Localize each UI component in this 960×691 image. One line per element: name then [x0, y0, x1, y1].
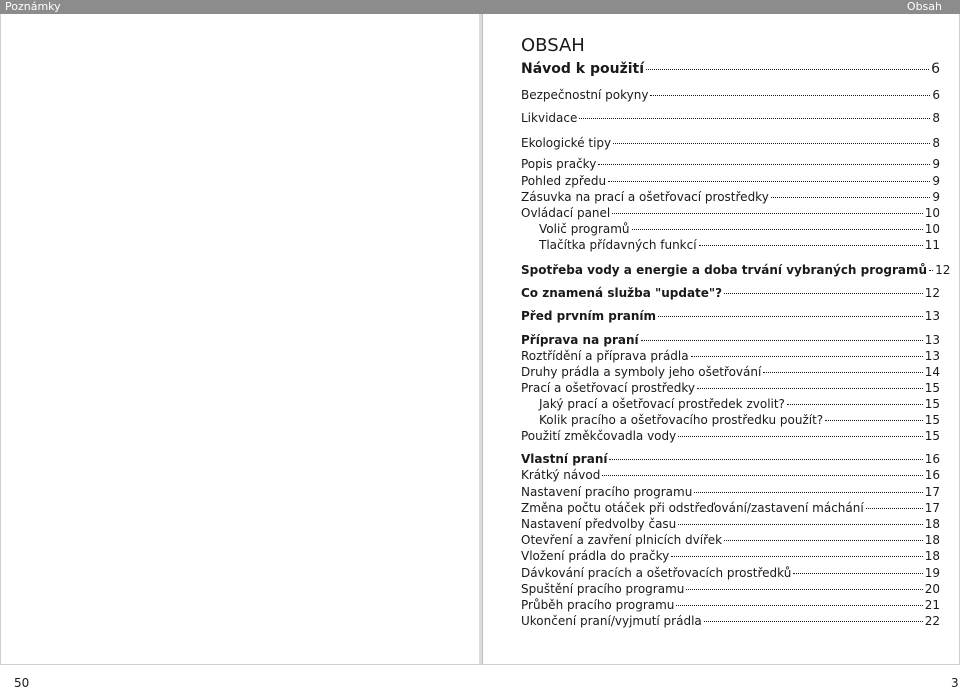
toc-entry-label: Dávkování pracích a ošetřovacích prostředků — [521, 566, 792, 580]
toc-entry-page: 17 — [924, 485, 940, 499]
toc-entry[interactable] — [521, 451, 940, 467]
toc-leader — [650, 95, 930, 96]
toc-leader — [676, 605, 922, 606]
toc-entry[interactable] — [521, 348, 940, 364]
toc-leader — [825, 420, 923, 421]
toc-entry[interactable] — [521, 156, 940, 172]
toc-entry[interactable] — [521, 87, 940, 103]
toc-entry-label: Ekologické tipy — [521, 136, 612, 150]
toc-entry-page: 9 — [932, 157, 940, 171]
toc-leader — [866, 508, 923, 509]
toc-entry-page: 18 — [924, 517, 940, 531]
toc-leader — [929, 270, 933, 271]
header-left-label: Poznámky — [5, 0, 61, 13]
toc-entry-label: Spuštění pracího programu — [521, 582, 685, 596]
toc-entry-label: Před prvním praním — [521, 309, 657, 323]
page-bottom-rule — [0, 664, 960, 665]
toc-entry[interactable] — [521, 428, 940, 444]
toc-entry-label: Návod k použití — [521, 61, 645, 77]
toc-entry[interactable] — [521, 60, 940, 78]
toc-entry-page: 17 — [924, 501, 940, 515]
toc-entry-page: 13 — [924, 349, 940, 363]
toc-leader — [598, 164, 930, 165]
left-page-number: 50 — [14, 676, 30, 690]
toc-entry[interactable] — [521, 532, 940, 548]
toc-entry[interactable] — [521, 364, 940, 380]
toc-leader — [763, 372, 922, 373]
toc-leader — [602, 475, 922, 476]
toc-leader — [787, 404, 923, 405]
toc-entry-label: Ukončení praní/vyjmutí prádla — [521, 614, 702, 628]
toc-entry-page: 18 — [924, 533, 940, 547]
toc-entry-page: 12 — [935, 263, 951, 277]
toc-leader — [609, 459, 922, 460]
toc-leader — [793, 573, 922, 574]
toc-entry-page: 11 — [924, 238, 940, 252]
toc-entry-label: Použití změkčovadla vody — [521, 429, 677, 443]
toc-entry[interactable] — [521, 189, 940, 205]
toc-entry-label: Otevření a zavření plnicích dvířek — [521, 533, 723, 547]
toc-entry-label: Ovládací panel — [521, 206, 611, 220]
toc-entry[interactable] — [521, 173, 940, 189]
toc-entry-page: 6 — [931, 61, 940, 77]
toc-entry[interactable] — [521, 308, 940, 324]
toc-leader — [724, 293, 923, 294]
toc-leader — [699, 245, 923, 246]
toc-entry-label: Tlačítka přídavných funkcí — [539, 238, 697, 252]
toc-entry-label: Kolik pracího a ošetřovacího prostředku použít? — [539, 413, 824, 427]
toc-entry-page: 8 — [932, 111, 940, 125]
toc-entry-page: 15 — [924, 381, 940, 395]
toc-entry-page: 19 — [924, 566, 940, 580]
toc-leader — [671, 556, 922, 557]
toc-leader — [658, 316, 923, 317]
toc-entry-label: Spotřeba vody a energie a doba trvání vybraných programů — [521, 263, 928, 277]
toc-entry-label: Volič programů — [539, 222, 630, 236]
header-right-label: Obsah — [906, 0, 942, 13]
toc-leader — [646, 69, 929, 70]
toc-leader — [771, 197, 931, 198]
toc-entry-label: Popis pračky — [521, 157, 597, 171]
page-spine-edge — [482, 14, 483, 664]
toc-entry[interactable] — [521, 484, 940, 500]
toc-entry[interactable] — [521, 500, 940, 516]
page-title: OBSAH — [521, 35, 585, 56]
toc-entry-page: 12 — [924, 286, 940, 300]
toc-entry-label: Prací a ošetřovací prostředky — [521, 381, 695, 395]
right-page-number: 3 — [951, 676, 959, 690]
toc-entry-page: 16 — [924, 468, 940, 482]
toc-entry[interactable] — [539, 412, 940, 428]
toc-entry[interactable] — [521, 332, 940, 348]
toc-entry-page: 6 — [932, 88, 940, 102]
toc-entry[interactable] — [521, 380, 940, 396]
toc-entry-label: Jaký prací a ošetřovací prostředek zvolit? — [539, 397, 785, 411]
toc-entry-label: Vlastní praní — [521, 452, 608, 466]
toc-entry-label: Nastavení pracího programu — [521, 485, 693, 499]
toc-entry[interactable] — [521, 135, 940, 151]
toc-entry-page: 15 — [924, 429, 940, 443]
toc-entry-label: Druhy prádla a symboly jeho ošetřování — [521, 365, 762, 379]
toc-leader — [678, 436, 922, 437]
toc-entry-label: Nastavení předvolby času — [521, 517, 677, 531]
toc-entry[interactable] — [521, 110, 940, 126]
header-bar — [0, 0, 960, 14]
toc-leader — [704, 621, 923, 622]
toc-entry-page: 15 — [924, 397, 940, 411]
toc-entry-page: 8 — [932, 136, 940, 150]
toc-entry-label: Bezpečnostní pokyny — [521, 88, 649, 102]
toc-entry-page: 10 — [924, 206, 940, 220]
toc-leader — [686, 589, 922, 590]
toc-entry-label: Co znamená služba "update"? — [521, 286, 723, 300]
toc-entry[interactable] — [539, 237, 940, 253]
toc-entry-page: 18 — [924, 549, 940, 563]
toc-leader — [697, 388, 923, 389]
toc-entry-label: Likvidace — [521, 111, 578, 125]
toc-entry-page: 14 — [924, 365, 940, 379]
toc-leader — [579, 118, 930, 119]
toc-entry-label: Krátký návod — [521, 468, 601, 482]
toc-entry[interactable] — [521, 581, 940, 597]
toc-entry[interactable] — [521, 205, 940, 221]
toc-leader — [694, 492, 922, 493]
toc-entry[interactable] — [521, 285, 940, 301]
toc-entry-label: Průběh pracího programu — [521, 598, 675, 612]
toc-entry-page: 21 — [924, 598, 940, 612]
toc-leader — [632, 229, 923, 230]
toc-entry-page: 13 — [924, 309, 940, 323]
toc-leader — [612, 213, 922, 214]
toc-entry-page: 9 — [932, 190, 940, 204]
toc-entry-label: Vložení prádla do pračky — [521, 549, 670, 563]
toc-entry-label: Pohled zpředu — [521, 174, 607, 188]
toc-entry[interactable] — [521, 565, 940, 581]
toc-entry-label: Příprava na praní — [521, 333, 639, 347]
toc-leader — [724, 540, 923, 541]
toc-leader — [691, 356, 923, 357]
toc-entry-page: 16 — [924, 452, 940, 466]
toc-leader — [678, 524, 922, 525]
toc-entry-label: Zásuvka na prací a ošetřovací prostředky — [521, 190, 769, 204]
toc-entry-label: Roztřídění a příprava prádla — [521, 349, 689, 363]
toc-entry[interactable] — [521, 548, 940, 564]
toc-entry[interactable] — [539, 396, 940, 412]
toc-entry-label: Změna počtu otáček při odstřeďování/zastavení máchání — [521, 501, 864, 515]
toc-entry-page: 20 — [924, 582, 940, 596]
toc-entry-page: 10 — [924, 222, 940, 236]
toc-entry-page: 22 — [924, 614, 940, 628]
toc-leader — [613, 143, 930, 144]
toc-entry-page: 13 — [924, 333, 940, 347]
toc-entry[interactable] — [521, 516, 940, 532]
toc-entry[interactable] — [521, 262, 951, 278]
toc-leader — [641, 340, 923, 341]
toc-entry[interactable] — [521, 467, 940, 483]
toc-entry[interactable] — [521, 613, 940, 629]
toc-leader — [608, 181, 930, 182]
toc-entry[interactable] — [539, 221, 940, 237]
toc-entry-page: 15 — [924, 413, 940, 427]
toc-entry-page: 9 — [932, 174, 940, 188]
toc-entry[interactable] — [521, 597, 940, 613]
